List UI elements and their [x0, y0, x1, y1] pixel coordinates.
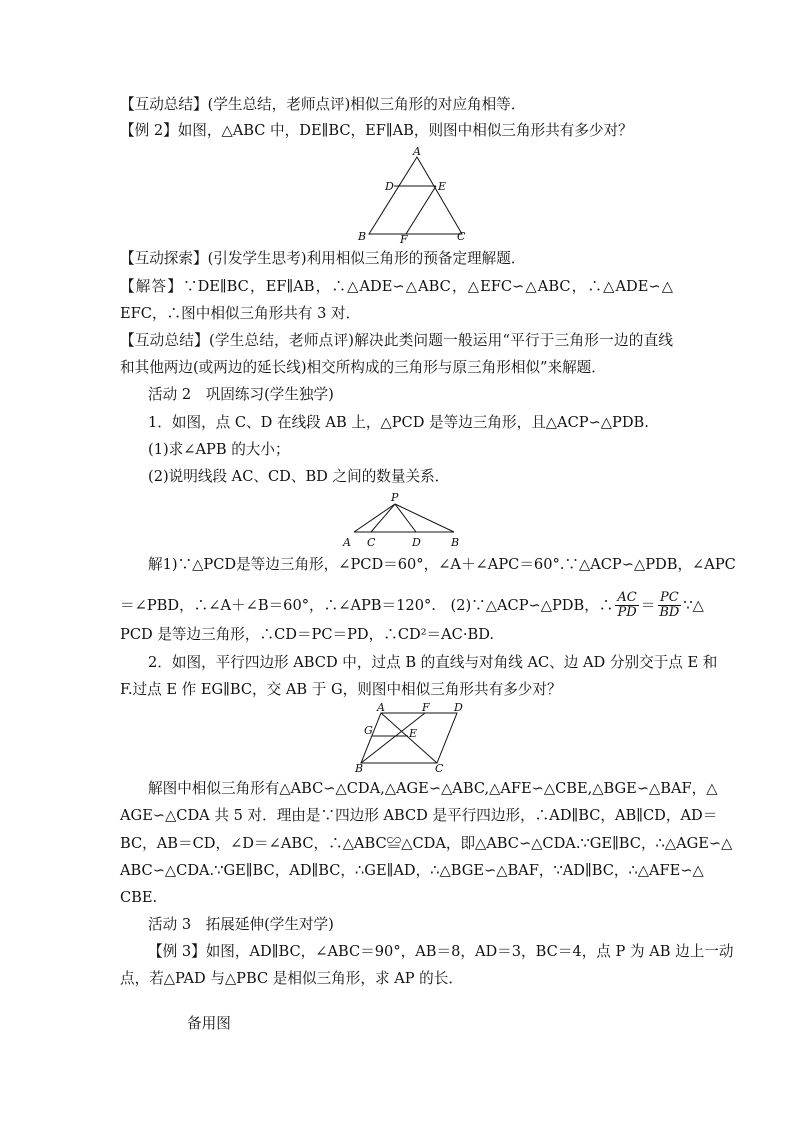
triangle-abc-shape	[369, 157, 462, 234]
figure-triangle-pab	[340, 490, 470, 548]
fig2-label-a: A	[343, 536, 351, 548]
fig2-label-d: D	[412, 536, 421, 548]
exercise-1-question: 1．如图，点 C、D 在线段 AB 上，△PCD 是等边三角形，且△ACP∽△PDB.	[148, 414, 649, 431]
fraction-denominator-1: PD	[617, 605, 637, 620]
fig2-label-c: C	[367, 536, 376, 548]
example-3-question-line-2: 点，若△PAD 与△PBC 是相似三角形，求 AP 的长．	[120, 970, 463, 987]
answer-line-2-text: ＝∠PBD，∴∠A＋∠B＝60°，∴∠APB＝120°. (2)∵△ACP∽△PDB，∴	[120, 596, 614, 614]
fig1-label-f: F	[400, 233, 408, 244]
exercise-2-question-line-2: F.过点 E 作 EG∥BC，交 AB 于 G，则图中相似三角形共有多少对？	[120, 681, 562, 698]
fig3-label-g: G	[364, 724, 373, 737]
exercise-1-answer-line-1: 解1)∵△PCD是等边三角形，∠PCD＝60°，∠A＋∠APC＝60°.∵△ACP∽△PDB，∠APC	[148, 556, 736, 573]
segment-pd	[395, 504, 416, 532]
fraction-denominator-2: BD	[659, 605, 680, 620]
exercise-1-part-1: (1)求∠APB 的大小；	[148, 441, 290, 458]
summary-2-line-1: 【互动总结】(学生总结，老师点评)解决此类问题一般运用“平行于三角形一边的直线	[120, 332, 673, 349]
exercise-1-part-2: (2)说明线段 AC、CD、BD 之间的数量关系．	[148, 468, 450, 485]
fraction-numerator-1: AC	[617, 590, 637, 605]
fig3-label-c: C	[435, 762, 444, 773]
fraction-numerator-2: PC	[660, 590, 679, 605]
fig3-label-e: E	[409, 727, 418, 740]
fig3-label-f: F	[422, 703, 430, 714]
fig1-label-c: C	[457, 230, 466, 243]
fig1-label-d: D	[385, 180, 394, 193]
exercise-2-answer-line-1: 解图中相似三角形有△ABC∽△CDA,△AGE∽△ABC,△AFE∽△CBE,△BGE∽△BAF，△	[148, 780, 718, 797]
activity-3-heading: 活动 3 拓展延伸(学生对学)	[148, 916, 334, 933]
figure-parallelogram-abcd	[350, 703, 470, 773]
fig1-label-b: B	[358, 230, 367, 243]
example-2-question: 【例 2】如图，△ABC 中，DE∥BC，EF∥AB，则图中相似三角形共有多少对？	[120, 122, 633, 139]
figure-triangle-abc	[350, 146, 470, 244]
answer-line-2-tail: ∵△	[683, 596, 704, 614]
fig3-label-a: A	[377, 703, 385, 714]
fraction-equals: ＝	[640, 596, 656, 614]
fig3-label-b: B	[355, 762, 364, 773]
exercise-2-answer-line-4: ABC∽△CDA.∵GE∥BC，AD∥BC，∴GE∥AD，∴△BGE∽△BAF，∵AD∥BC，∴△AFE∽△	[120, 862, 704, 879]
exercise-2-answer-line-3: BC，AB＝CD，∠D＝∠ABC，∴△ABC≌△CDA，即△ABC∽△CDA.∵GE∥BC，∴△AGE∽△	[120, 835, 733, 852]
segment-pb	[395, 504, 454, 532]
solution-line-2: EFC，∴图中相似三角形共有 3 对．	[120, 305, 361, 322]
exercise-2-question-line-1: 2．如图，平行四边形 ABCD 中，过点 B 的直线与对角线 AC、边 AD 分别交于点 E 和	[148, 654, 718, 671]
fig1-label-a: A	[413, 146, 421, 158]
summary-2-line-2: 和其他两边(或两边的延长线)相交所构成的三角形与原三角形相似”来解题．	[120, 359, 606, 376]
exercise-1-answer-line-2	[120, 590, 704, 620]
fraction-ac-pd	[615, 591, 638, 620]
backup-figure-caption: 备用图	[187, 1015, 231, 1032]
solution-line-1: 【解答】∵DE∥BC，EF∥AB，∴△ADE∽△ABC，△EFC∽△ABC，∴△ADE∽△	[120, 278, 673, 295]
interactive-explore: 【互动探索】(引发学生思考)利用相似三角形的预备定理解题．	[120, 250, 526, 267]
fig2-label-p: P	[391, 491, 399, 504]
fig3-label-d: D	[454, 703, 463, 714]
summary-1: 【互动总结】(学生总结，老师点评)相似三角形的对应角相等．	[120, 96, 526, 113]
activity-2-heading: 活动 2 巩固练习(学生独学)	[148, 386, 334, 403]
exercise-2-answer-line-2: AGE∽△CDA 共 5 对．理由是∵四边形 ABCD 是平行四边形，∴AD∥BC，AB∥CD，AD＝	[120, 807, 718, 824]
exercise-2-answer-line-5: CBE.	[120, 889, 158, 906]
example-3-question-line-1: 【例 3】如图，AD∥BC，∠ABC＝90°，AB＝8，AD＝3，BC＝4，点 P 为 AB 边上一动	[148, 943, 734, 960]
segment-ef	[406, 186, 436, 234]
fig1-label-e: E	[438, 180, 447, 193]
exercise-1-answer-line-3: PCD 是等边三角形，∴CD＝PC＝PD，∴CD²＝AC·BD.	[120, 626, 495, 643]
fig2-label-b: B	[451, 536, 460, 548]
fraction-pc-bd	[657, 591, 681, 620]
